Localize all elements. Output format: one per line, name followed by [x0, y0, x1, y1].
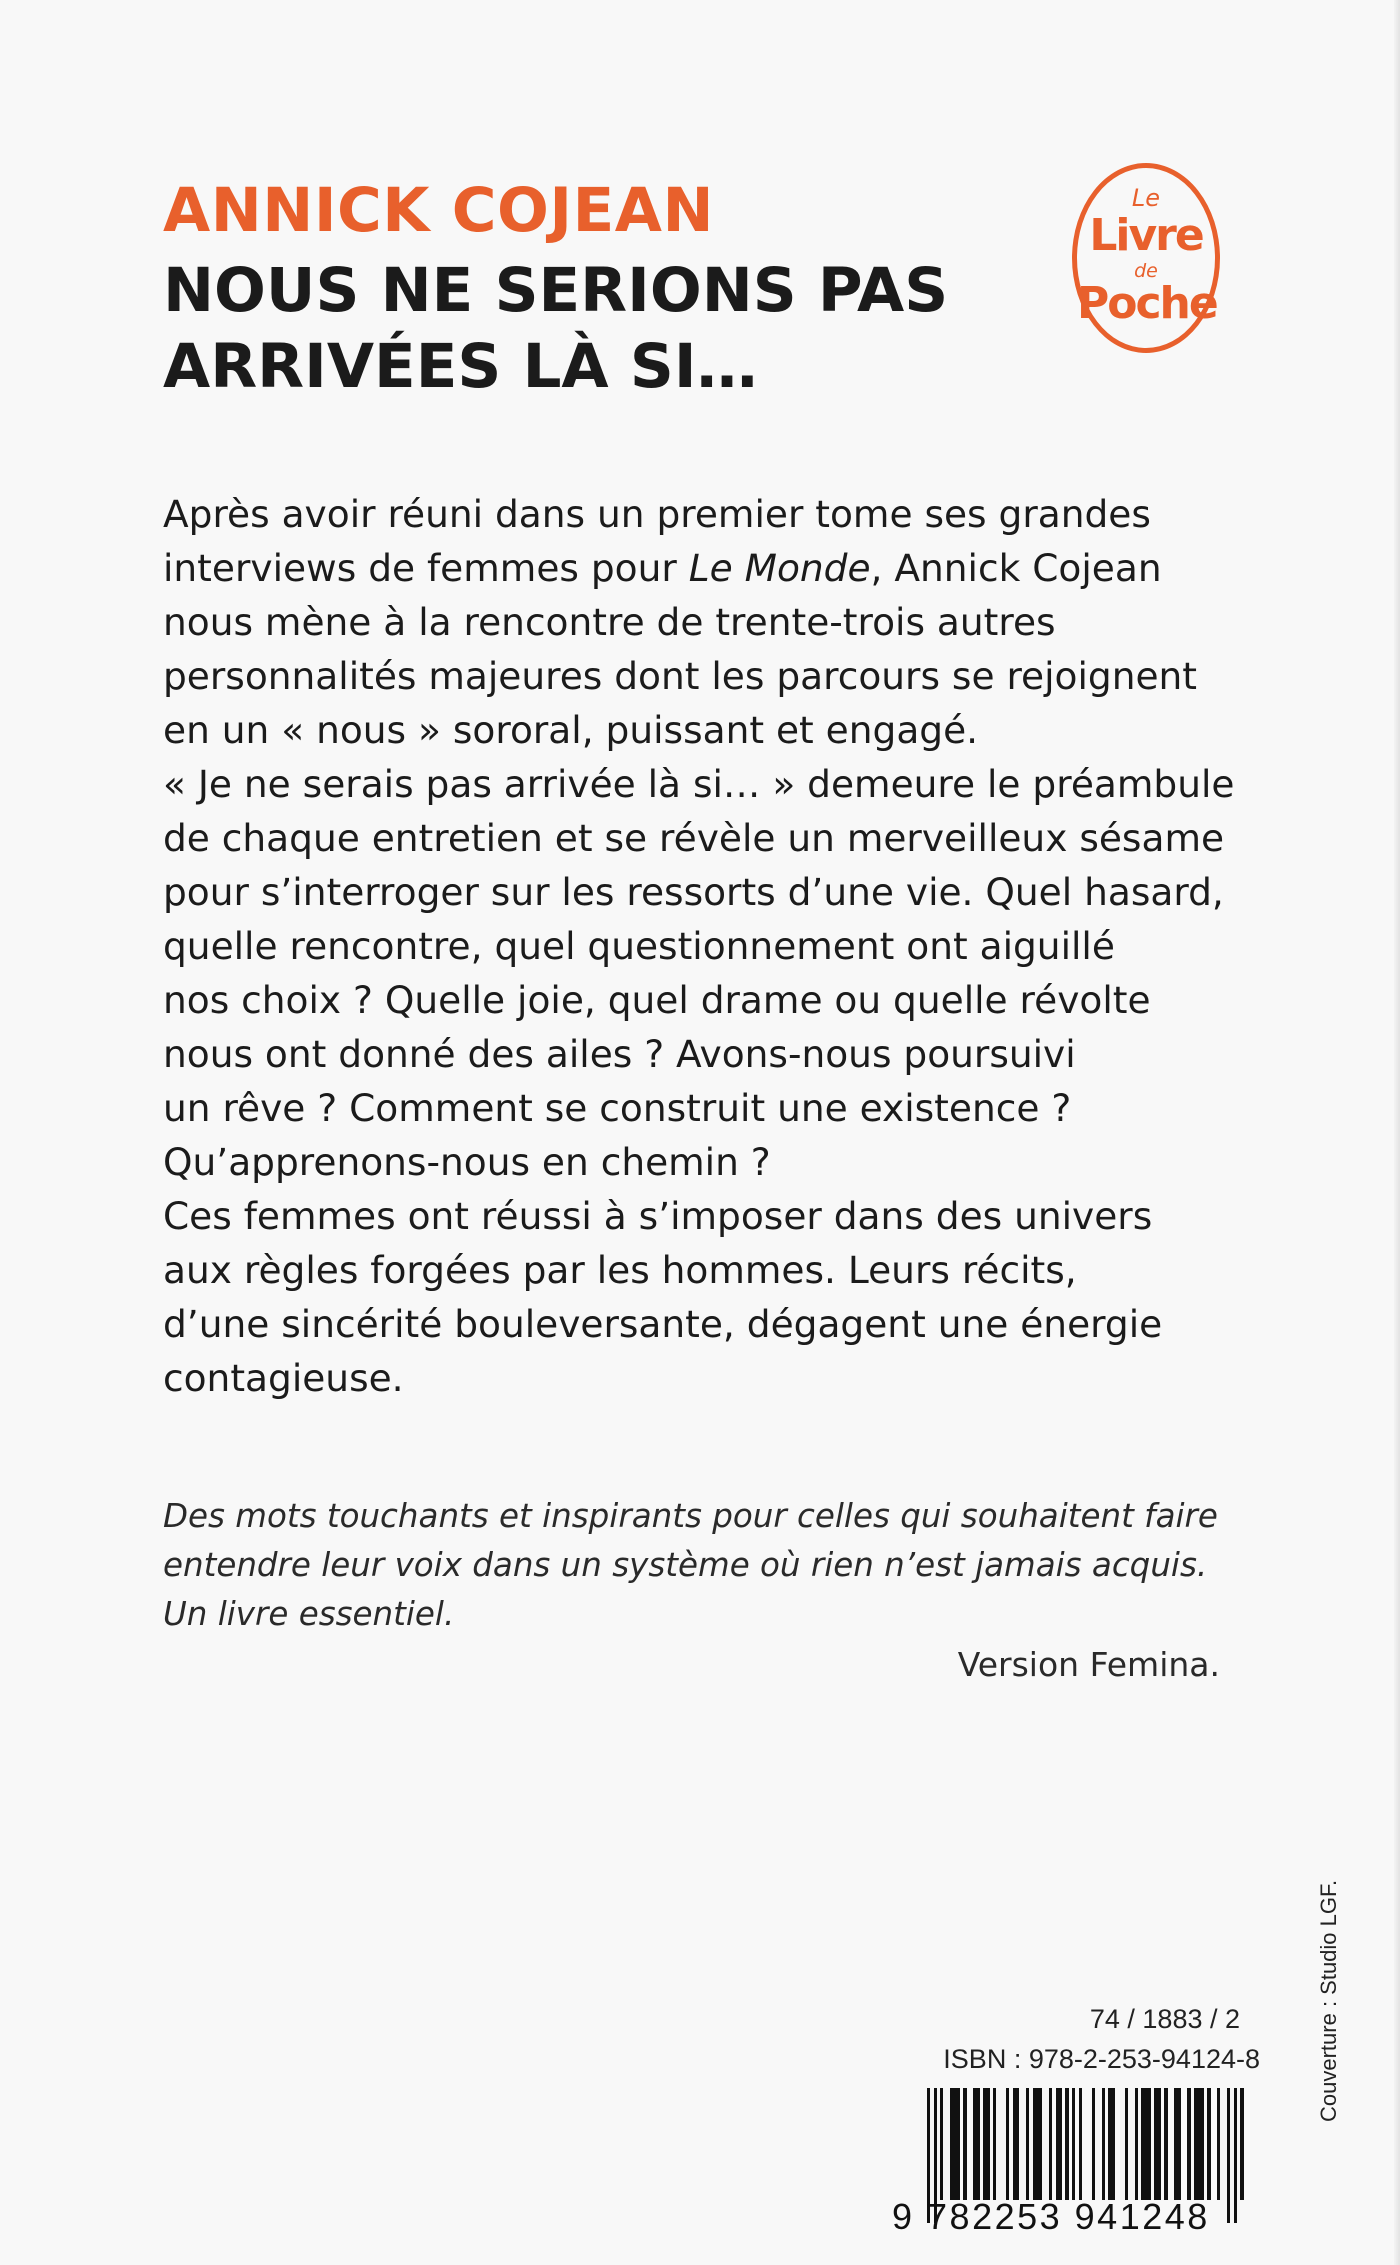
cover-credit: Couverture : Studio LGF.	[1316, 1879, 1341, 2122]
le-livre-de-poche-logo	[1072, 163, 1220, 353]
barcode-bar	[1108, 2088, 1115, 2200]
summary-line: quelle rencontre, quel questionnement ont aiguillé	[163, 924, 1115, 968]
barcode-bars	[927, 2088, 1255, 2208]
barcode-bar	[1174, 2088, 1181, 2200]
barcode-space	[943, 2088, 950, 2200]
barcode-space	[1181, 2088, 1188, 2200]
summary-line: nous mène à la rencontre de trente-trois autres	[163, 600, 1056, 644]
barcode-digits: 9 782253 941248	[892, 2196, 1210, 2237]
summary-line-part: , Annick Cojean	[870, 546, 1162, 590]
logo-text-livre: Livre	[1089, 210, 1203, 261]
barcode-space	[1115, 2088, 1125, 2200]
barcode-bar	[950, 2088, 960, 2200]
barcode-space	[1128, 2088, 1135, 2200]
barcode-space	[1019, 2088, 1026, 2200]
barcode-bar	[1033, 2088, 1043, 2200]
barcode-bar	[1013, 2088, 1020, 2200]
barcode-bar	[983, 2088, 990, 2200]
barcode-bar	[1056, 2088, 1063, 2200]
summary-line	[163, 541, 1263, 595]
summary-line: aux règles forgées par les hommes. Leurs récits,	[163, 1248, 1077, 1292]
summary-line: contagieuse.	[163, 1356, 404, 1400]
summary-line: un rêve ? Comment se construit une existence ?	[163, 1086, 1072, 1130]
barcode	[892, 2088, 1260, 2238]
summary-line: Qu’apprenons-nous en chemin ?	[163, 1140, 771, 1184]
press-quote	[163, 1492, 1263, 1639]
barcode-space	[1220, 2088, 1227, 2200]
summary-line: Après avoir réuni dans un premier tome ses grandes	[163, 492, 1151, 536]
quote-line: entendre leur voix dans un système où rien n’est jamais acquis.	[163, 1546, 1208, 1584]
barcode-space	[1082, 2088, 1092, 2200]
barcode-bar	[973, 2088, 980, 2200]
book-title	[163, 253, 983, 405]
summary-line: nos choix ? Quelle joie, quel drame ou quelle révolte	[163, 978, 1151, 1022]
book-title-line-2: ARRIVÉES LÀ SI…	[163, 331, 758, 402]
summary-line: Ces femmes ont réussi à s’imposer dans des univers	[163, 1194, 1153, 1238]
barcode-space	[1211, 2088, 1218, 2200]
summary-line: personnalités majeures dont les parcours se rejoignent	[163, 654, 1197, 698]
summary-text	[163, 487, 1263, 1405]
summary-line: « Je ne serais pas arrivée là si… » demeure le préambule	[163, 762, 1235, 806]
summary-line: d’une sincérité bouleversante, dégagent une énergie	[163, 1302, 1163, 1346]
barcode-space	[1042, 2088, 1049, 2200]
logo-text-de: de	[1134, 260, 1158, 282]
barcode-space	[967, 2088, 974, 2200]
isbn-number: ISBN : 978-2-253-94124-8	[943, 2044, 1260, 2074]
summary-line: en un « nous » sororal, puissant et engagé.	[163, 708, 979, 752]
summary-line: pour s’interroger sur les ressorts d’une vie. Quel hasard,	[163, 870, 1224, 914]
barcode-space	[1095, 2088, 1102, 2200]
summary-line: de chaque entretien et se révèle un merveilleux sésame	[163, 816, 1225, 860]
quote-source: Version Femina.	[957, 1645, 1220, 1684]
barcode-space	[996, 2088, 1006, 2200]
page-edge	[1394, 0, 1400, 2265]
catalog-code: 74 / 1883 / 2	[1089, 2004, 1240, 2034]
barcode-bar	[1240, 2088, 1243, 2200]
quote-line: Des mots touchants et inspirants pour celles qui souhaitent faire	[163, 1497, 1218, 1535]
book-title-line-1: NOUS NE SERIONS PAS	[163, 255, 949, 326]
barcode-space	[1168, 2088, 1175, 2200]
summary-line: nous ont donné des ailes ? Avons-nous poursuivi	[163, 1032, 1076, 1076]
author-name: ANNICK COJEAN	[163, 175, 715, 246]
logo-text-poche: Poche	[1077, 278, 1217, 329]
logo-text-le: Le	[1131, 184, 1161, 212]
barcode-bar	[1154, 2088, 1161, 2200]
summary-line-part: interviews de femmes pour	[163, 546, 689, 590]
quote-line: Un livre essentiel.	[163, 1595, 455, 1633]
barcode-bar	[1194, 2088, 1204, 2200]
newspaper-title: Le Monde	[688, 546, 871, 590]
barcode-bar	[1141, 2088, 1151, 2200]
